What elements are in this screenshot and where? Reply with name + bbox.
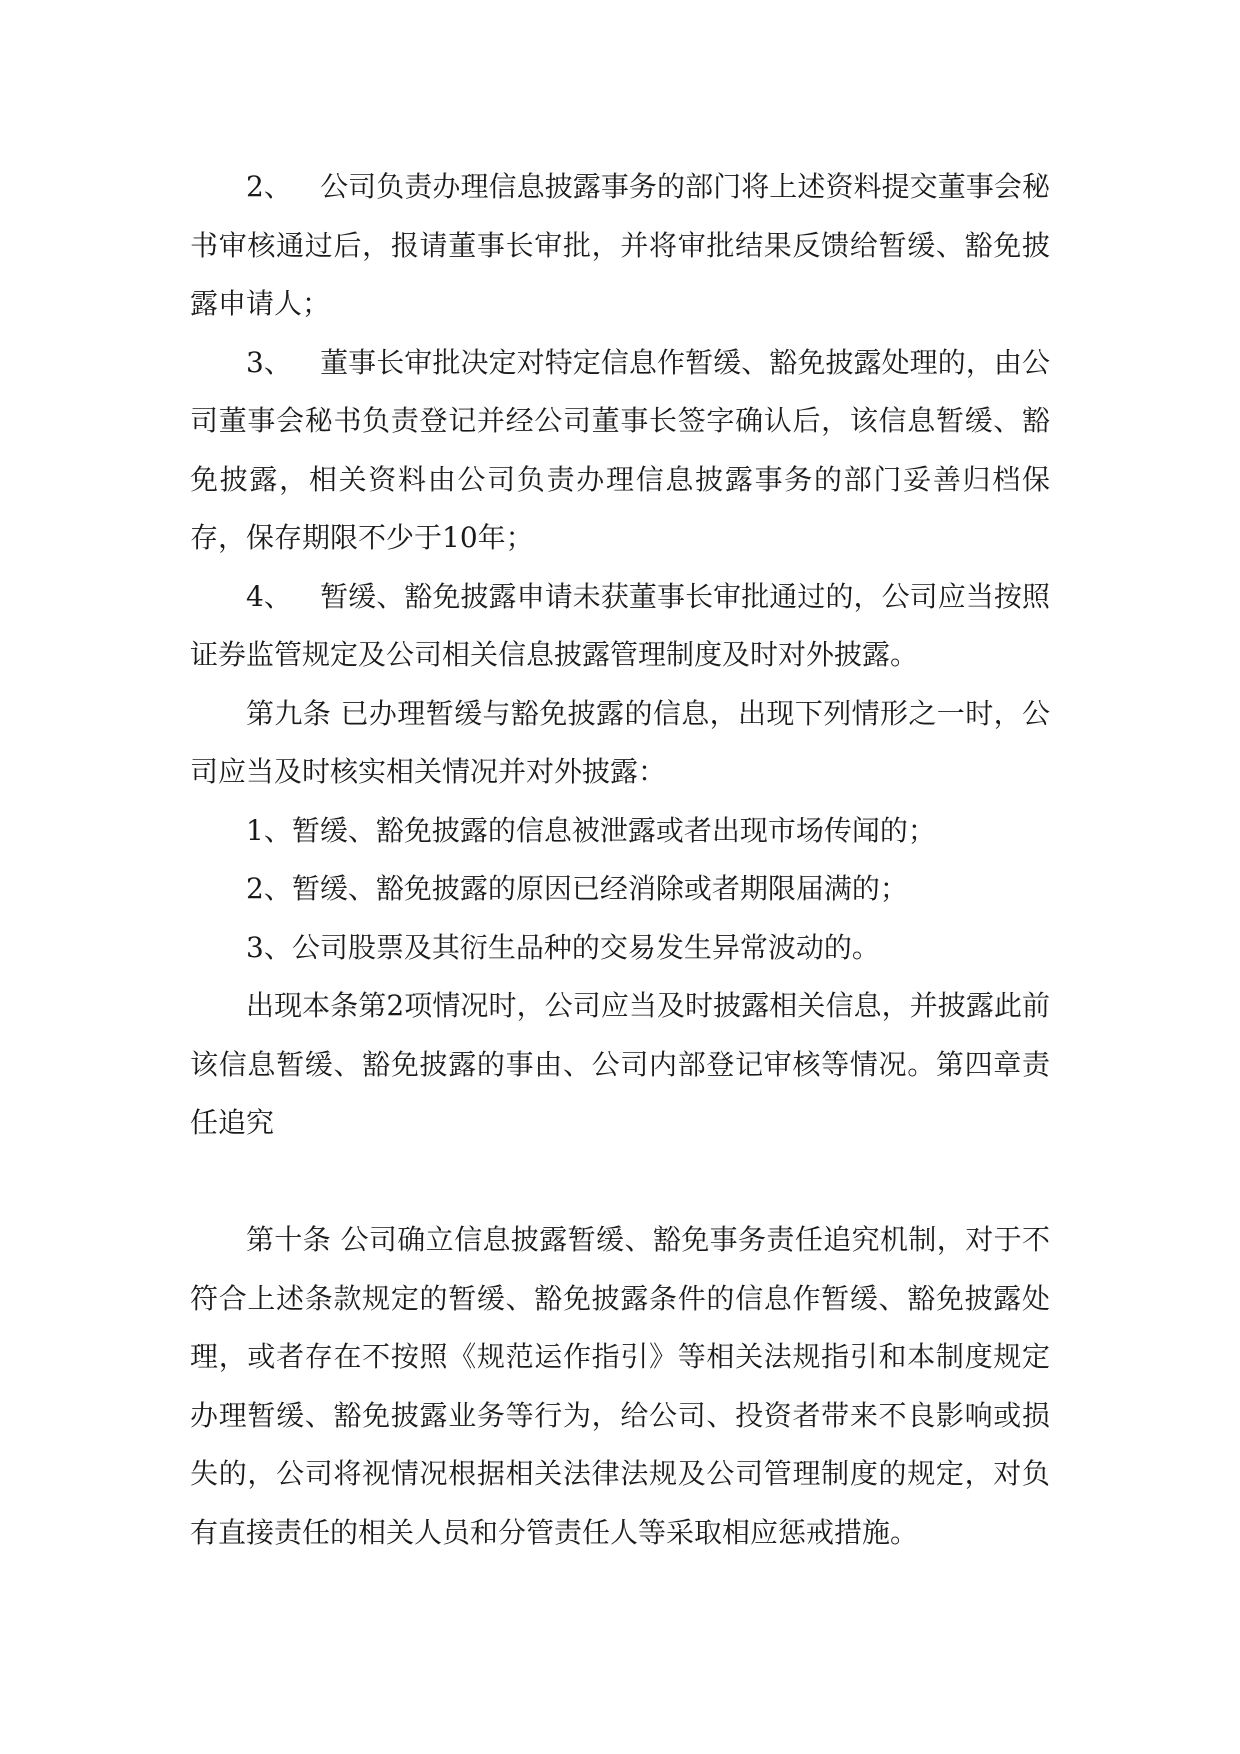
item-text: 公司负责办理信息披露事务的部门将上述资料提交董事会秘书审核通过后，报请董事长审批，并将审批结果反馈给暂缓、豁免披露申请人； [190,170,1050,320]
item-text: 暂缓、豁免披露申请未获董事长审批通过的，公司应当按照证券监管规定及公司相关信息披露管理制度及时对外披露。 [190,579,1050,671]
article-9-item-3: 3、公司股票及其衍生品种的交易发生异常波动的。 [246,930,880,964]
list-item-2 [190,158,1050,334]
item-number: 2、 [246,170,292,203]
list-item-3 [190,334,1050,568]
document-body [190,158,1050,1562]
article-9-item-2: 2、暂缓、豁免披露的原因已经消除或者期限届满的； [246,872,908,905]
article-9-item-1: 1、暂缓、豁免披露的信息被泄露或者出现市场传闻的； [246,813,936,847]
article-9-paragraph: 第九条 已办理暂缓与豁免披露的信息，出现下列情形之一时，公司应当及时核实相关情况并对外披露： [190,696,1050,788]
item-number: 4、 [246,579,292,613]
item-text: 董事长审批决定对特定信息作暂缓、豁免披露处理的，由公司董事会秘书负责登记并经公司董事长签字确认后，该信息暂缓、豁免披露，相关资料由公司负责办理信息披露事务的部门妥善归档保存，保存期限不少于10年； [190,345,1050,554]
item-number: 3、 [246,345,292,379]
blank-line [190,1153,1050,1212]
list-item-4 [190,568,1050,685]
article-9-note-paragraph: 出现本条第2项情况时，公司应当及时披露相关信息，并披露此前该信息暂缓、豁免披露的事由、公司内部登记审核等情况。第四章责任追究 [190,989,1050,1139]
article-10-paragraph: 第十条 公司确立信息披露暂缓、豁免事务责任追究机制，对于不符合上述条款规定的暂缓、豁免披露条件的信息作暂缓、豁免披露处理，或者存在不按照《规范运作指引》等相关法规指引和本制度规定办理暂缓、豁免披露业务等行为，给公司、投资者带来不良影响或损失的，公司将视情况根据相关法律法规及公司管理制度的规定，对负有直接责任的相关人员和分管责任人等采取相应惩戒措施。 [190,1223,1050,1549]
